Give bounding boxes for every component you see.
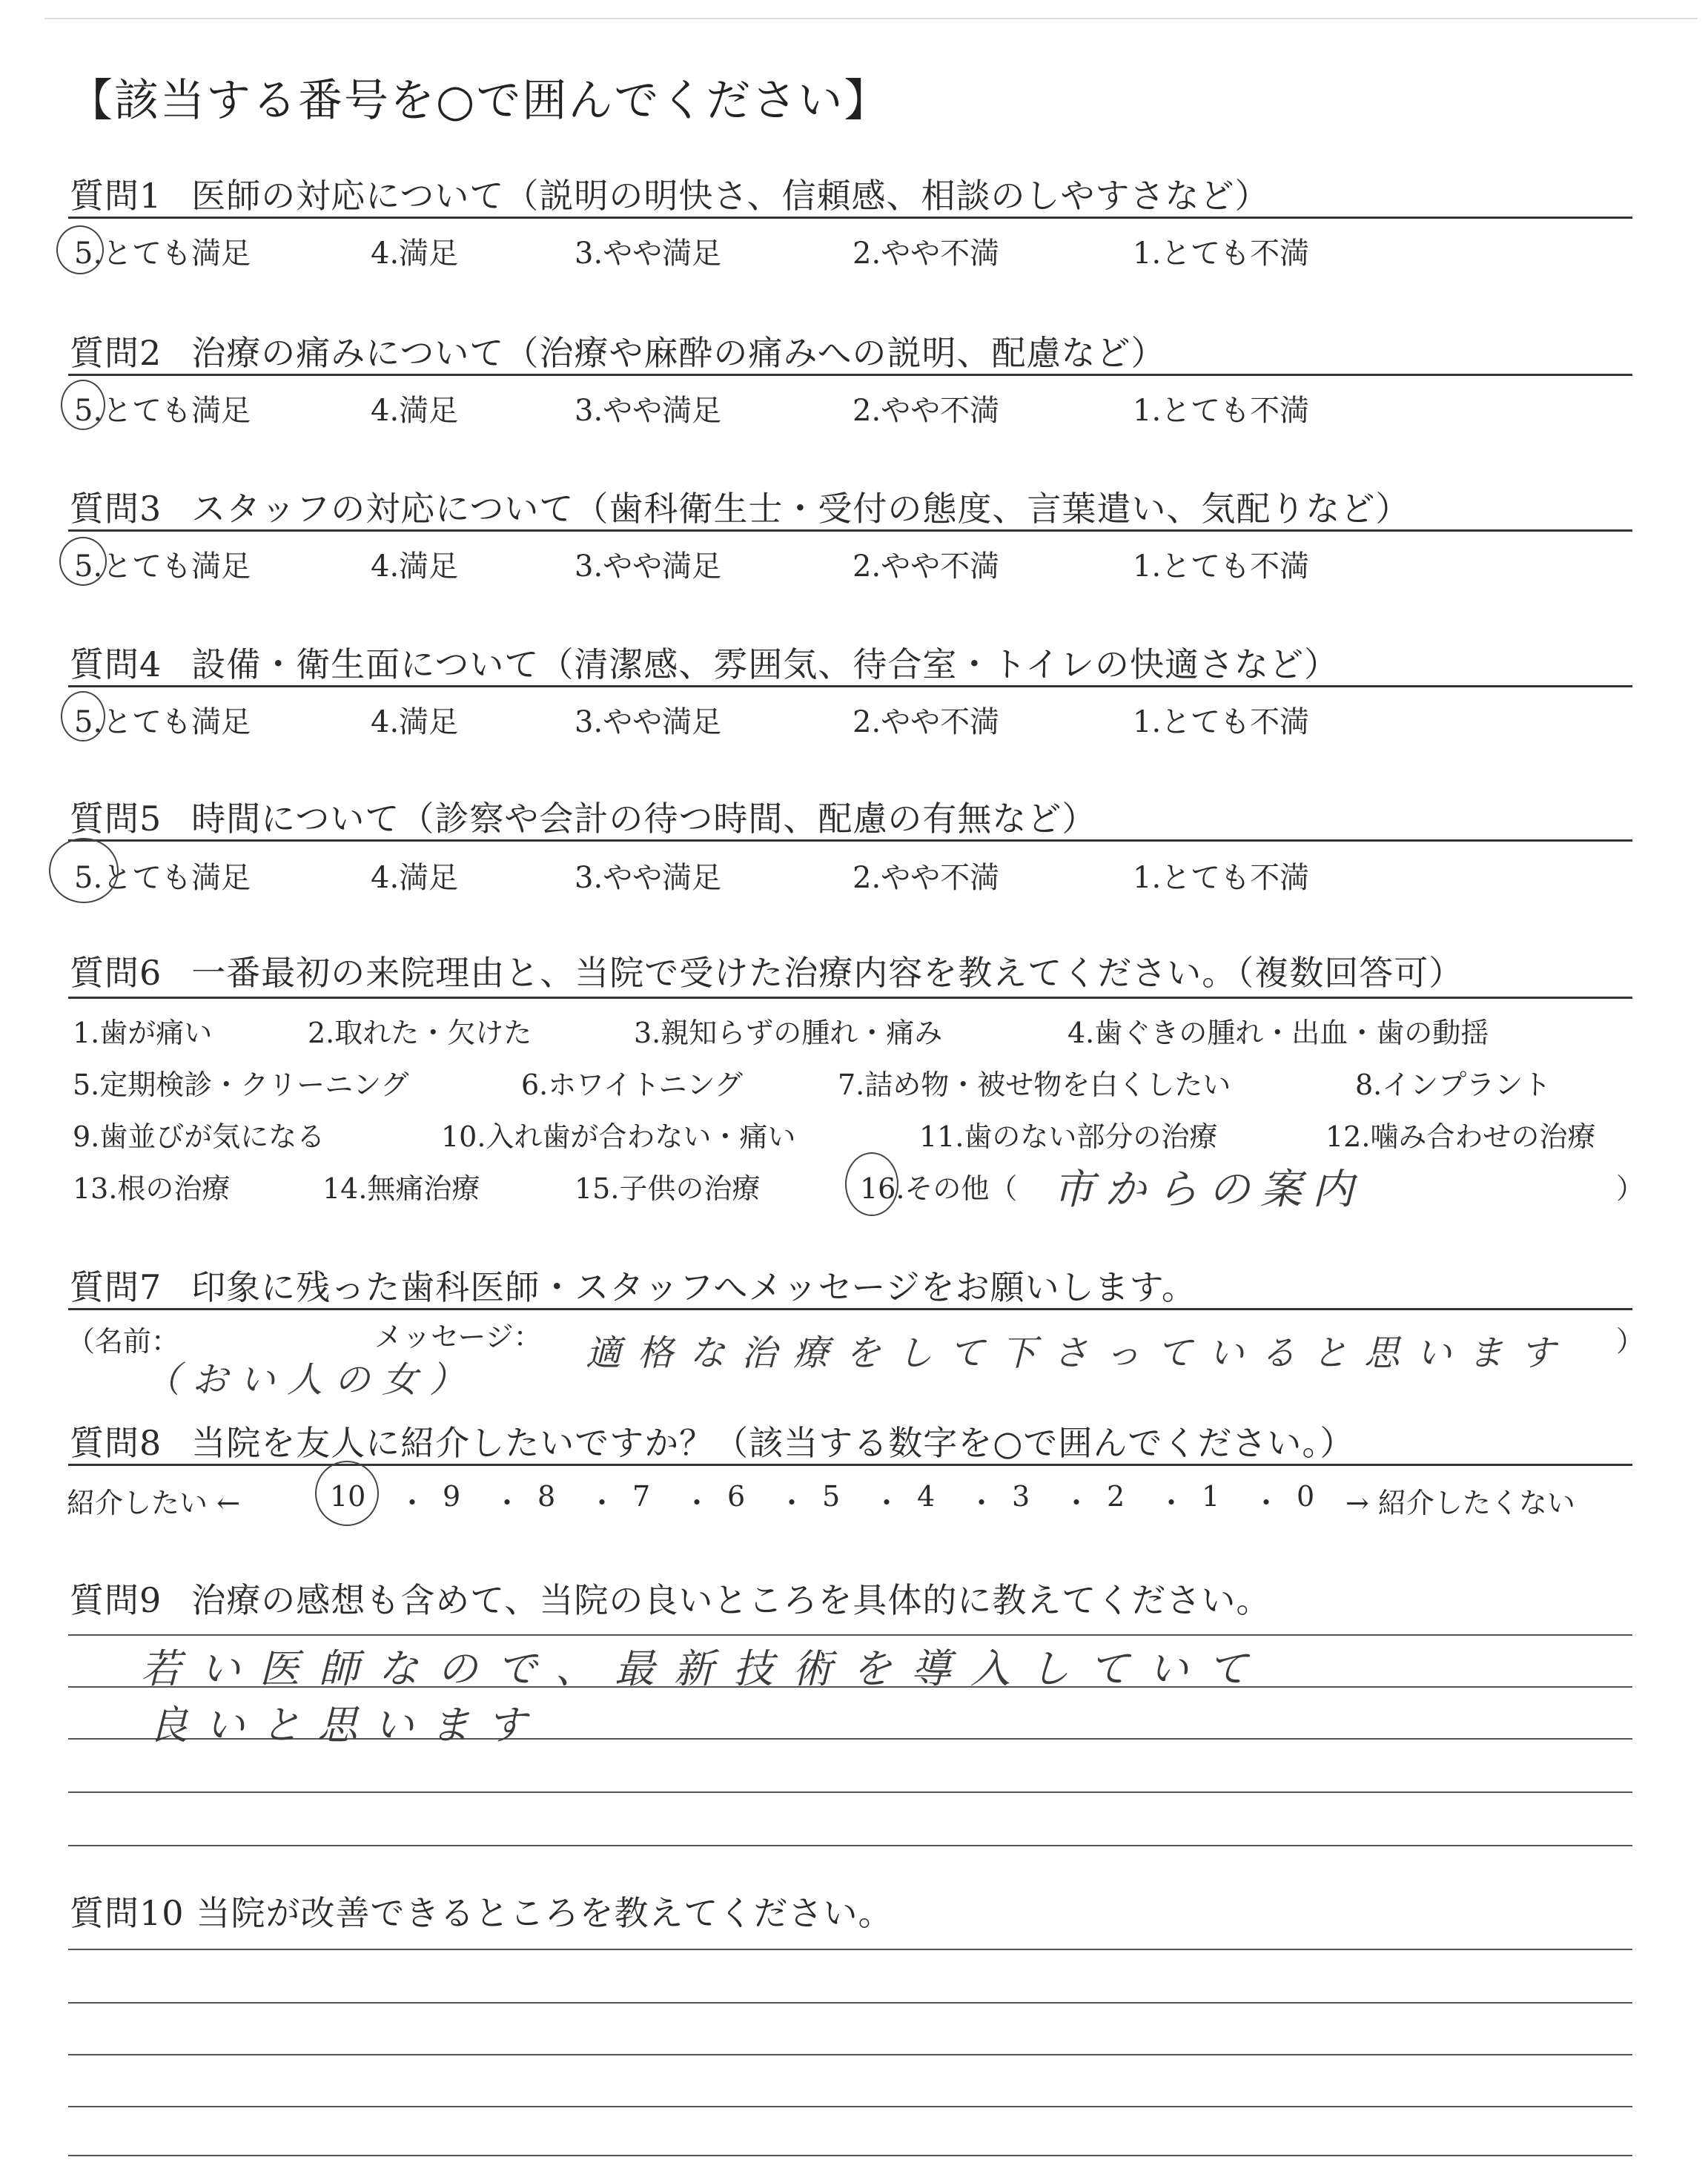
q3-label: 質問3 <box>70 489 162 529</box>
q6-rule <box>68 997 1632 999</box>
q6-option-10[interactable]: 10.入れ歯が合わない・痛い <box>441 1120 796 1153</box>
q1-text: 医師の対応について（説明の明快さ、信頼感、相談のしやすさなど） <box>191 176 1270 216</box>
q8-dot: ・ <box>967 1487 996 1519</box>
q6-selection-circle <box>845 1152 898 1216</box>
q7-message-label: メッセージ： <box>374 1321 542 1353</box>
q7-name-answer[interactable]: （おい人の女） <box>145 1359 477 1401</box>
q1-heading <box>70 169 1270 218</box>
q8-label: 質問8 <box>70 1423 162 1463</box>
q8-dot: ・ <box>1157 1487 1186 1519</box>
q6-option-5[interactable]: 5.定期検診・クリーニング <box>73 1069 409 1101</box>
q8-heading <box>70 1416 1354 1465</box>
q1-option-4[interactable]: 4.満足 <box>371 237 459 271</box>
q9-answer-line <box>68 1791 1632 1793</box>
q4-option-5[interactable]: 5.とても満足 <box>74 705 251 739</box>
q5-option-1[interactable]: 1.とても不満 <box>1133 861 1310 895</box>
q9-text: 治療の感想も含めて、当院の良いところを具体的に教えてください。 <box>191 1580 1271 1620</box>
q4-rule <box>68 685 1632 687</box>
q2-text: 治療の痛みについて（治療や麻酔の痛みへの説明、配慮など） <box>191 333 1166 373</box>
q3-rule <box>68 529 1632 532</box>
q10-text: 当院が改善できるところを教えてください。 <box>196 1893 893 1933</box>
q1-option-2[interactable]: 2.やや不満 <box>853 237 1000 271</box>
q6-other-close-paren: ） <box>1616 1172 1645 1205</box>
q6-option-14[interactable]: 14.無痛治療 <box>322 1172 480 1205</box>
q8-score-7[interactable]: 7 <box>632 1480 651 1513</box>
q10-answer-line <box>68 2106 1632 2107</box>
q6-option-8[interactable]: 8.インプラント <box>1355 1069 1552 1101</box>
q4-option-1[interactable]: 1.とても不満 <box>1133 705 1310 739</box>
q1-option-5[interactable]: 5.とても満足 <box>74 237 251 271</box>
form-title: 【該当する番号を○で囲んでください】 <box>68 75 890 127</box>
top-edge-rule <box>44 18 1698 19</box>
q7-heading <box>70 1261 1196 1309</box>
q5-label: 質問5 <box>70 799 162 839</box>
q5-option-5[interactable]: 5.とても満足 <box>74 861 251 895</box>
q1-option-3[interactable]: 3.やや満足 <box>575 237 722 271</box>
q2-option-5[interactable]: 5.とても満足 <box>74 394 251 428</box>
q1-label: 質問1 <box>70 176 162 216</box>
q3-selection-circle <box>59 537 107 586</box>
q8-score-8[interactable]: 8 <box>537 1480 556 1513</box>
q8-dot: ・ <box>1252 1487 1281 1519</box>
q8-score-3[interactable]: 3 <box>1012 1480 1030 1513</box>
q8-rule <box>68 1464 1632 1466</box>
q6-option-9[interactable]: 9.歯並びが気になる <box>73 1120 325 1153</box>
q8-score-5[interactable]: 5 <box>822 1480 841 1513</box>
q1-option-1[interactable]: 1.とても不満 <box>1133 237 1310 271</box>
q7-text: 印象に残った歯科医師・スタッフへメッセージをお願いします。 <box>191 1267 1196 1307</box>
q3-option-3[interactable]: 3.やや満足 <box>575 549 722 584</box>
q6-label: 質問6 <box>70 953 162 993</box>
q8-dot: ・ <box>873 1487 901 1519</box>
q2-option-1[interactable]: 1.とても不満 <box>1133 394 1310 428</box>
q3-text: スタッフの対応について（歯科衛生士・受付の態度、言葉遣い、気配りなど） <box>191 489 1411 529</box>
q5-option-4[interactable]: 4.満足 <box>371 861 459 895</box>
q10-answer-line <box>68 2002 1632 2004</box>
q5-option-3[interactable]: 3.やや満足 <box>575 861 722 895</box>
q6-option-2[interactable]: 2.取れた・欠けた <box>308 1017 532 1049</box>
q4-label: 質問4 <box>70 644 162 684</box>
q4-option-4[interactable]: 4.満足 <box>371 705 459 739</box>
q4-selection-circle <box>61 691 105 742</box>
q6-option-12[interactable]: 12.噛み合わせの治療 <box>1325 1120 1596 1153</box>
q2-rule <box>68 374 1632 376</box>
q3-heading <box>70 482 1410 531</box>
q6-option-7[interactable]: 7.詰め物・被せ物を白くしたい <box>838 1069 1231 1101</box>
q6-other-answer[interactable]: 市からの案内 <box>1053 1166 1364 1214</box>
q8-score-9[interactable]: 9 <box>443 1480 461 1513</box>
q10-answer-line <box>68 2054 1632 2055</box>
q8-score-10[interactable]: 10 <box>330 1480 366 1513</box>
q3-option-4[interactable]: 4.満足 <box>371 549 459 584</box>
q3-option-1[interactable]: 1.とても不満 <box>1133 549 1310 584</box>
q9-answer-line-1[interactable]: 若い医師なので、最新技術を導入していて <box>141 1645 1267 1692</box>
q8-dot: ・ <box>398 1487 427 1519</box>
q10-heading <box>70 1886 893 1935</box>
q2-heading <box>70 326 1165 375</box>
q6-option-4[interactable]: 4.歯ぐきの腫れ・出血・歯の動揺 <box>1068 1017 1489 1049</box>
q8-left-label: 紹介したい ← <box>67 1487 240 1519</box>
q9-answer-line <box>68 1634 1632 1636</box>
q9-answer-line <box>68 1845 1632 1846</box>
q7-message-answer[interactable]: 適格な治療をして下さっていると思います <box>586 1332 1572 1374</box>
q8-dot: ・ <box>588 1487 617 1519</box>
q6-option-13[interactable]: 13.根の治療 <box>73 1172 231 1205</box>
q6-option-11[interactable]: 11.歯のない部分の治療 <box>919 1120 1218 1153</box>
q4-option-2[interactable]: 2.やや不満 <box>853 705 1000 739</box>
q4-text: 設備・衛生面について（清潔感、雰囲気、待合室・トイレの快適さなど） <box>191 644 1340 684</box>
q8-score-6[interactable]: 6 <box>727 1480 746 1513</box>
q8-text: 当院を友人に紹介したいですか？（該当する数字を○で囲んでください。） <box>191 1423 1355 1463</box>
q8-score-2[interactable]: 2 <box>1107 1480 1125 1513</box>
q10-label: 質問10 <box>70 1893 185 1933</box>
q9-heading <box>70 1573 1271 1622</box>
q7-rule <box>68 1308 1632 1310</box>
q6-option-3[interactable]: 3.親知らずの腫れ・痛み <box>634 1017 943 1049</box>
q6-option-15[interactable]: 15.子供の治療 <box>575 1172 761 1205</box>
q10-answer-line <box>68 1949 1632 1950</box>
q8-score-1[interactable]: 1 <box>1202 1480 1220 1513</box>
q8-dot: ・ <box>778 1487 807 1519</box>
q6-text: 一番最初の来院理由と、当院で受けた治療内容を教えてください。（複数回答可） <box>191 953 1464 993</box>
q6-option-6[interactable]: 6.ホワイトニング <box>521 1069 743 1101</box>
q5-heading <box>70 792 1096 841</box>
q8-dot: ・ <box>493 1487 522 1519</box>
q6-heading <box>70 946 1463 995</box>
q2-option-4[interactable]: 4.満足 <box>371 394 459 428</box>
q7-label: 質問7 <box>70 1267 162 1307</box>
q2-selection-circle <box>61 380 105 430</box>
q2-label: 質問2 <box>70 333 162 373</box>
q10-answer-line <box>68 2155 1632 2156</box>
q5-selection-circle <box>49 838 119 903</box>
q7-name-label: （名前： <box>67 1325 180 1358</box>
q1-selection-circle <box>56 225 104 274</box>
q8-dot: ・ <box>683 1487 712 1519</box>
q5-option-2[interactable]: 2.やや不満 <box>853 861 1000 895</box>
q2-option-2[interactable]: 2.やや不満 <box>853 394 1000 428</box>
q6-option-16[interactable]: 16.その他（ <box>860 1172 1018 1205</box>
q8-selection-circle <box>315 1461 379 1526</box>
q8-right-label: → 紹介したくない <box>1345 1487 1575 1519</box>
q6-option-1[interactable]: 1.歯が痛い <box>73 1017 213 1049</box>
q3-option-2[interactable]: 2.やや不満 <box>853 549 1000 584</box>
q8-score-4[interactable]: 4 <box>917 1480 936 1513</box>
q5-rule <box>68 839 1632 842</box>
q4-heading <box>70 638 1339 687</box>
q3-option-5[interactable]: 5.とても満足 <box>74 549 251 584</box>
q8-score-0[interactable]: 0 <box>1297 1480 1315 1513</box>
q7-close-paren: ） <box>1616 1325 1645 1358</box>
q9-label: 質問9 <box>70 1580 162 1620</box>
q5-text: 時間について（診察や会計の待つ時間、配慮の有無など） <box>191 799 1097 839</box>
q8-dot: ・ <box>1062 1487 1091 1519</box>
q4-option-3[interactable]: 3.やや満足 <box>575 705 722 739</box>
q2-option-3[interactable]: 3.やや満足 <box>575 394 722 428</box>
q1-rule <box>68 217 1632 219</box>
q9-answer-line-2[interactable]: 良いと思います <box>148 1702 543 1748</box>
